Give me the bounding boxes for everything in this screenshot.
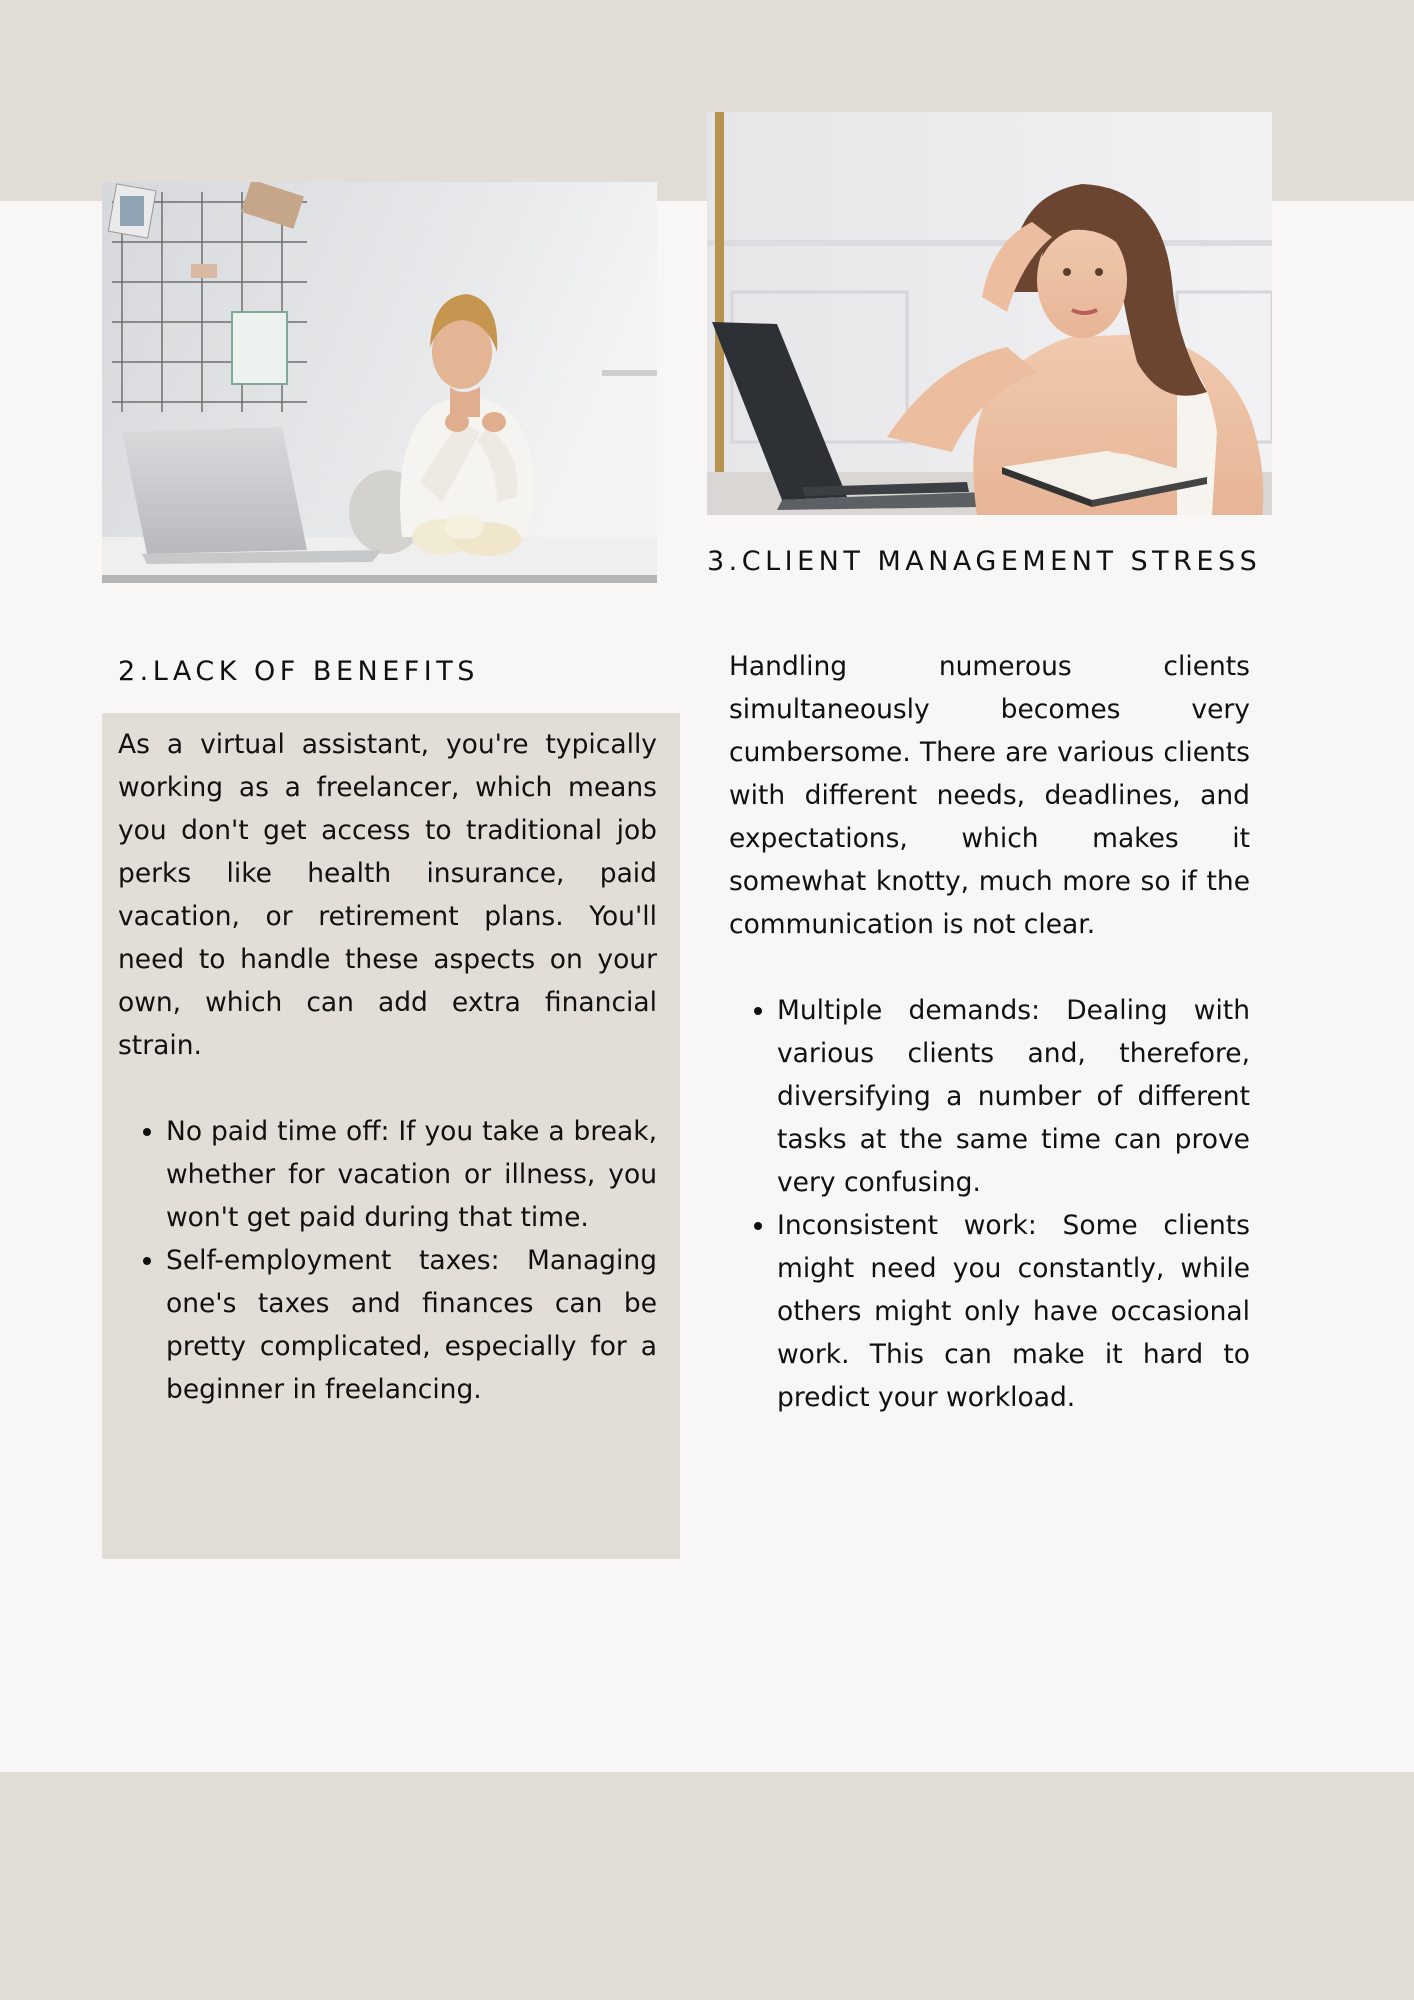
lack-of-benefits-paragraph: As a virtual assistant, you're typically working as a freelancer, which means you don't get access to traditional job perks like health insurance, paid vacation, or retirement plans. You'll need to handle these aspects on your own, which can add extra financial strain. bbox=[118, 729, 657, 1061]
client-management-list bbox=[729, 989, 1250, 1419]
list-item: • Multiple demands: Dealing with various clients and, therefore, diversifying a number of different tasks at the same time can prove very confusing. bbox=[777, 989, 1250, 1204]
photo-woman-stretching-at-desk bbox=[102, 182, 657, 583]
list-item: • No paid time off: If you take a break, whether for vacation or illness, you won't get paid during that time. bbox=[166, 1110, 657, 1239]
section-heading-client-management-stress: 3.CLIENT MANAGEMENT STRESS bbox=[707, 546, 1262, 577]
client-management-body bbox=[729, 645, 1250, 1419]
section-heading-lack-of-benefits: 2.LACK OF BENEFITS bbox=[118, 656, 479, 687]
list-item: • Inconsistent work: Some clients might need you constantly, while others might only have occasional work. This can make it hard to predict your workload. bbox=[777, 1204, 1250, 1419]
list-item: • Self-employment taxes: Managing one's taxes and finances can be pretty complicated, especially for a beginner in freelancing. bbox=[166, 1239, 657, 1411]
lack-of-benefits-body bbox=[118, 723, 657, 1411]
bottom-band bbox=[0, 1772, 1414, 2000]
lack-of-benefits-list bbox=[118, 1110, 657, 1411]
client-management-paragraph: Handling numerous clients simultaneously becomes very cumbersome. There are various clients with different needs, deadlines, and expectations, which makes it somewhat knotty, much more so if the communication is not clear. bbox=[729, 651, 1250, 940]
photo-stressed-woman-with-laptop bbox=[707, 112, 1272, 515]
